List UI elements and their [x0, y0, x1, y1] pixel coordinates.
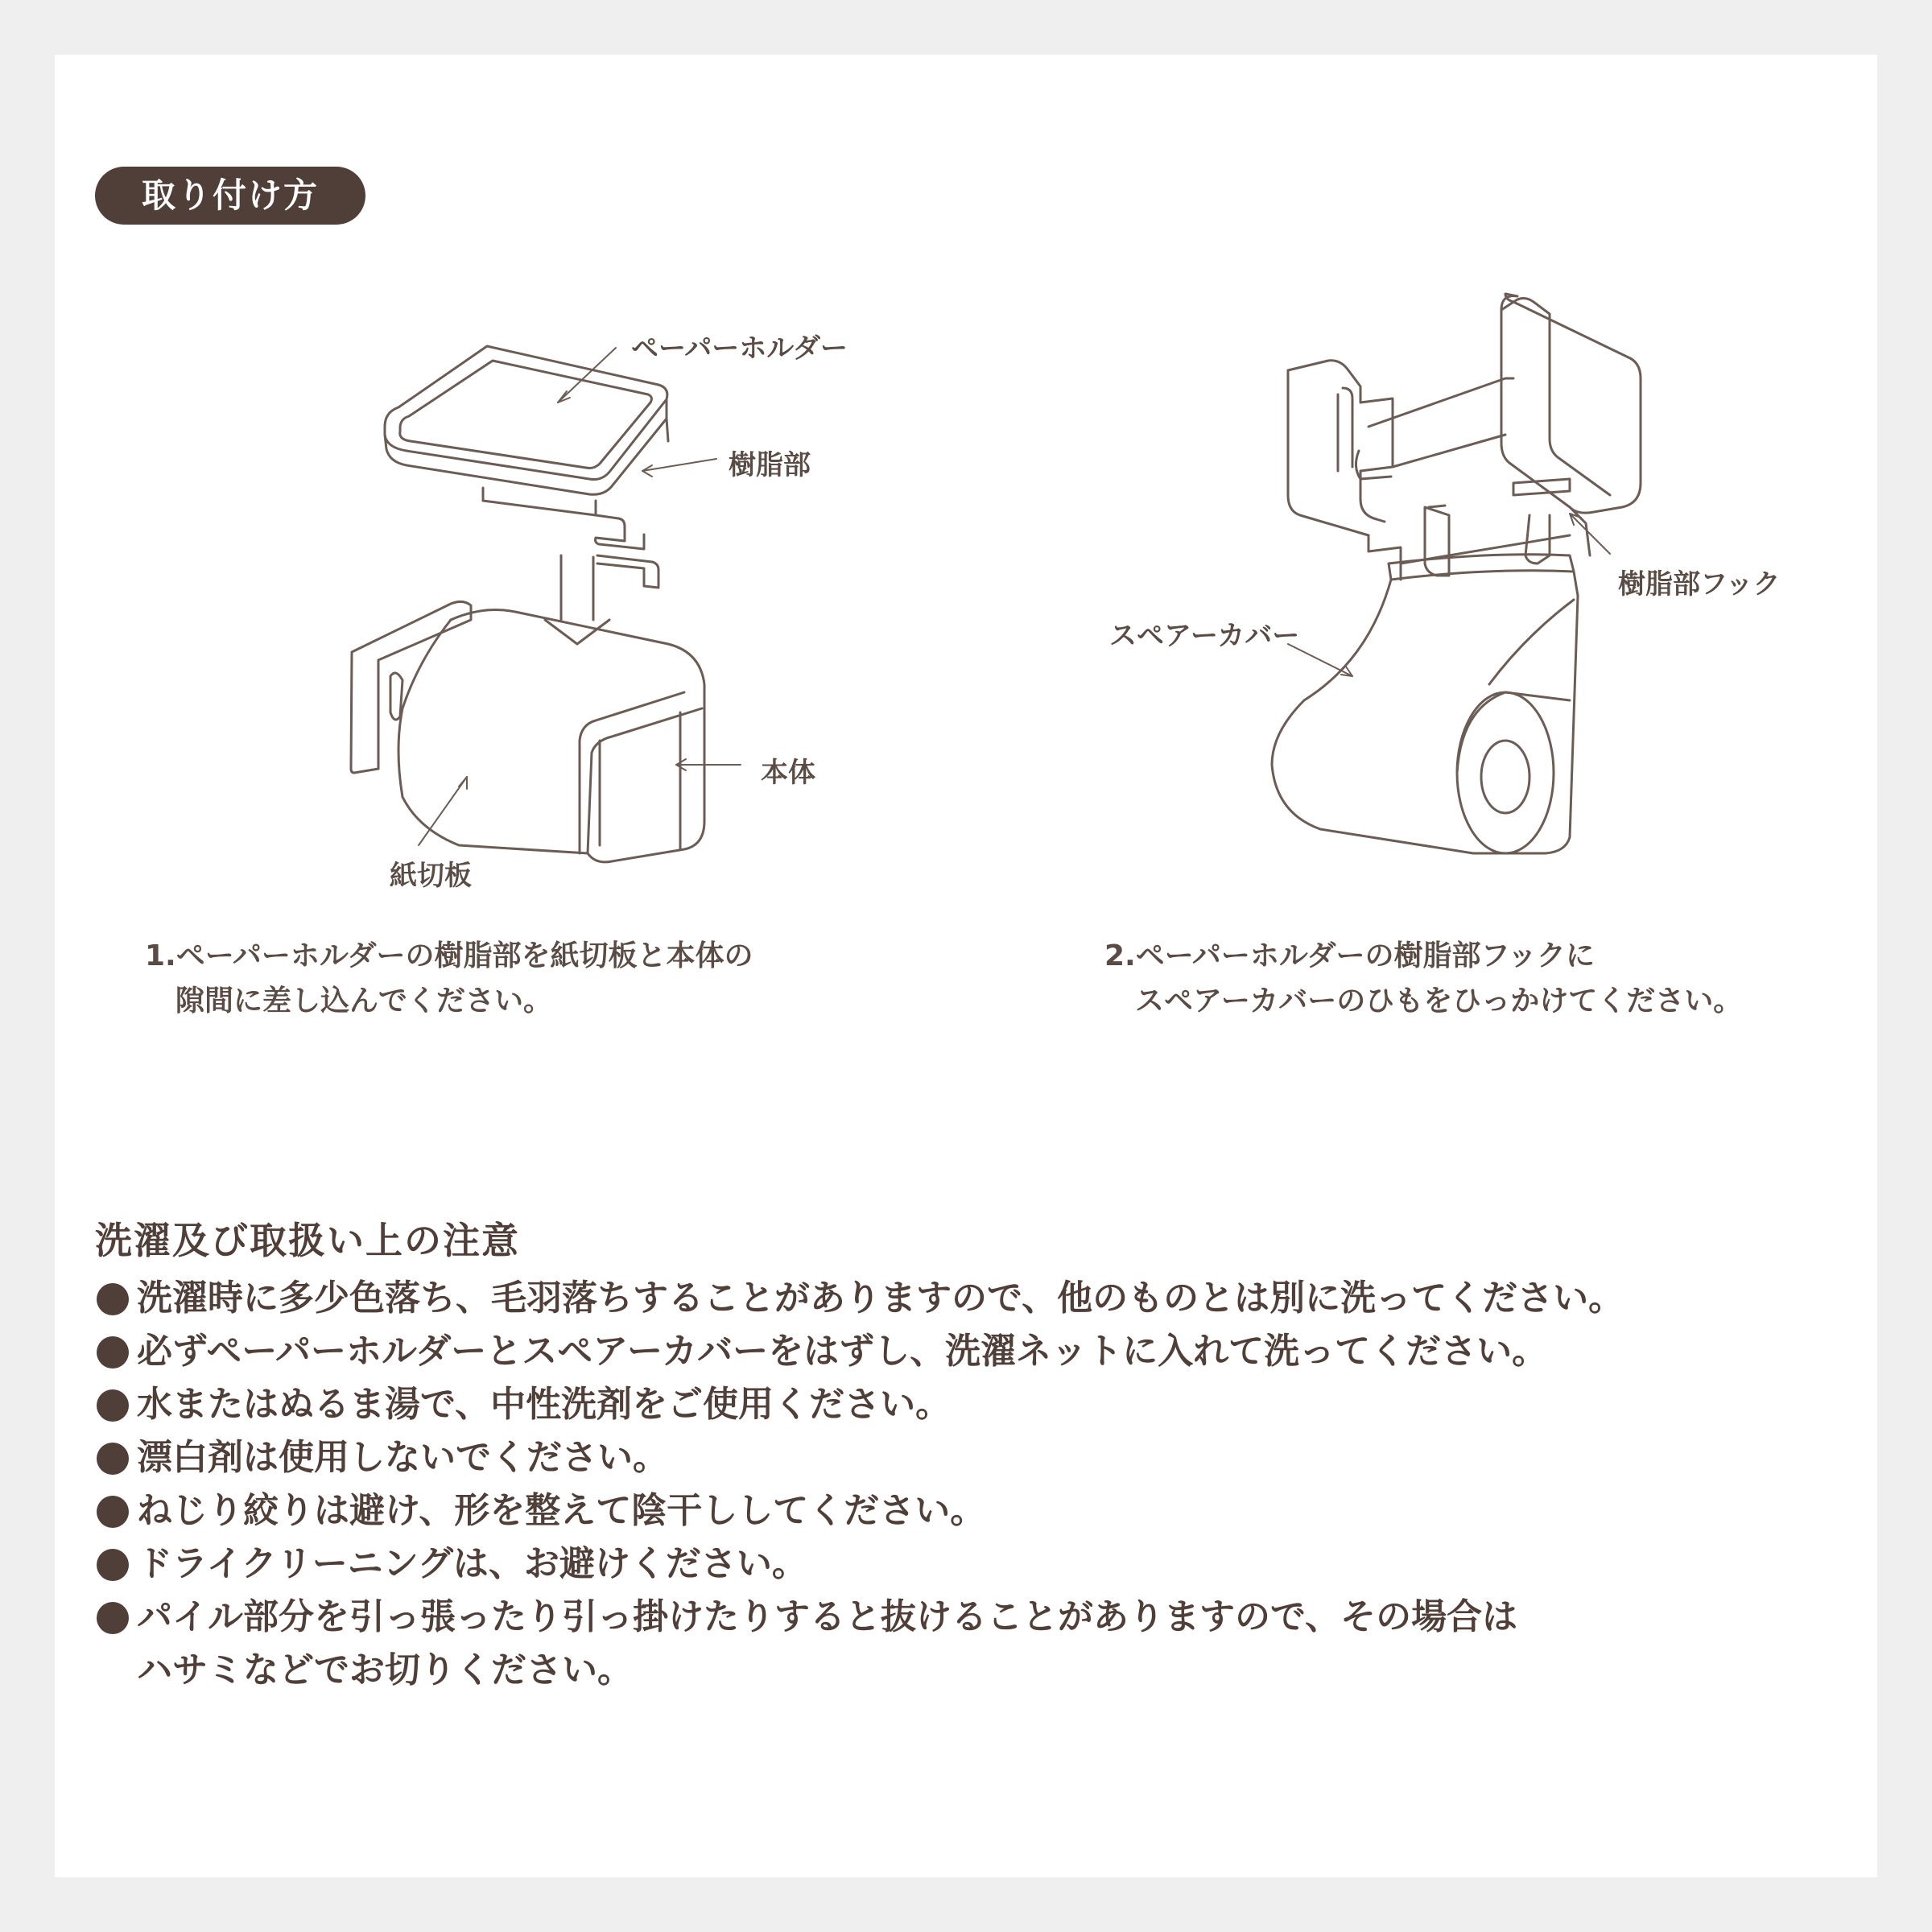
care-item	[95, 1484, 1834, 1538]
step-2-caption	[1104, 934, 1742, 1024]
label-spare-cover: スペアーカバー	[1109, 620, 1300, 652]
care-item-text: ねじり絞りは避け、形を整えて陰干ししてください。	[137, 1490, 986, 1531]
step-2-line-1: 2.ペーパーホルダーの樹脂部フックに	[1104, 939, 1595, 972]
care-item-text: パイル部分を引っ張ったり引っ掛けたりすると抜けることがありますので、その場合は	[137, 1596, 1518, 1637]
bullet-icon	[97, 1389, 129, 1422]
step-2-line-2: スペアーカバーのひもをひっかけてください。	[1135, 985, 1743, 1018]
care-item-text: ドライクリーニングは、お避けください。	[137, 1543, 807, 1584]
care-item	[95, 1538, 1834, 1591]
holder-body-illustration	[351, 601, 704, 861]
care-item	[95, 1272, 1834, 1325]
bullet-icon	[97, 1549, 129, 1581]
bullet-icon	[97, 1443, 129, 1475]
care-title: 洗濯及び取扱い上の注意	[95, 1219, 520, 1262]
care-list	[95, 1272, 1834, 1697]
care-item-text: 水またはぬるま湯で、中性洗剤をご使用ください。	[137, 1384, 952, 1425]
section-tag-installation: 取り付け方	[95, 167, 365, 225]
bullet-icon	[97, 1602, 129, 1634]
spare-cover-illustration	[1272, 555, 1578, 853]
step-1-line-1: 1.ペーパーホルダーの樹脂部を紙切板と本体の	[145, 939, 753, 972]
label-body: 本体	[761, 757, 815, 789]
care-item-text: 必ずペーパーホルダーとスペアーカバーをはずし、洗濯ネットに入れて洗ってください。	[137, 1331, 1548, 1372]
step-1-line-2: 隙間に差し込んでください。	[175, 985, 553, 1018]
bullet-icon	[97, 1336, 129, 1368]
bullet-icon	[97, 1496, 129, 1528]
care-item	[95, 1591, 1834, 1697]
step-1-caption	[145, 934, 753, 1024]
label-resin-hook: 樹脂部フック	[1618, 568, 1781, 601]
paper-holder-illustration	[385, 346, 668, 588]
label-paper-holder: ペーパーホルダー	[631, 332, 848, 365]
care-item-text: 洗濯時に多少色落ち、毛羽落ちすることがありますので、他のものとは別に洗ってください。	[137, 1278, 1624, 1319]
label-resin-part: 樹脂部	[729, 449, 811, 481]
care-item	[95, 1325, 1834, 1378]
care-item-text: 漂白剤は使用しないでください。	[137, 1437, 668, 1478]
care-item	[95, 1431, 1834, 1484]
bullet-icon	[97, 1283, 129, 1315]
care-item	[95, 1378, 1834, 1431]
label-cutter: 紙切板	[390, 860, 472, 892]
care-item-text-continued: ハサミなどでお切りください。	[137, 1649, 633, 1690]
spare-cover-holder-illustration	[1288, 294, 1641, 580]
